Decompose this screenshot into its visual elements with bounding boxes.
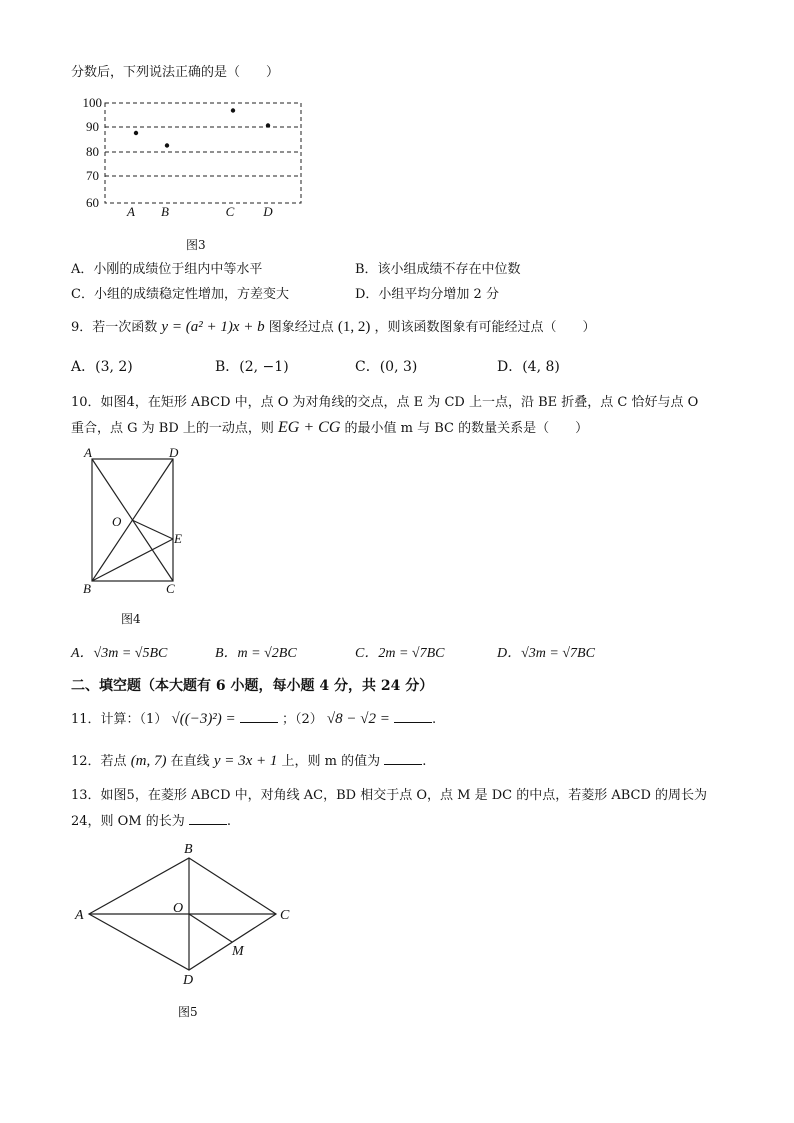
q12-stem (71, 752, 426, 771)
label-b: B (184, 842, 193, 857)
q10-line2-suffix: 的最小值 m 与 BC 的数量关系是（ ） (344, 421, 589, 436)
q8-option-b[interactable]: B．该小组成绩不存在中位数 (355, 262, 521, 277)
label-a: A (75, 908, 84, 923)
q8-stem-tail: 分数后，下列说法正确的是（ ） (71, 65, 280, 80)
label-e: E (174, 531, 182, 546)
q11-sep: ；（2） (281, 712, 323, 727)
q9-formula: y = (a² + 1)x + b (161, 319, 265, 335)
q11-expr1: √((−3)²) = (171, 711, 236, 727)
q9-stem-suffix: ，则该函数图象有可能经过点（ ） (374, 320, 596, 335)
label-a: A (84, 445, 92, 460)
label-o: O (112, 514, 122, 529)
q9-option-d[interactable]: D．(4, 8) (497, 359, 560, 375)
label-o: O (173, 901, 184, 916)
q9-option-b[interactable]: B．(2, −1) (215, 359, 289, 375)
q11-end: . (432, 712, 437, 727)
q12-suffix: 上，则 m 的值为 (281, 754, 381, 769)
q12-answer-blank[interactable] (384, 752, 422, 765)
figure-4-caption: 图4 (121, 612, 141, 626)
data-point-b (165, 143, 169, 147)
x-label-b: B (161, 204, 169, 219)
q12-end: . (422, 754, 427, 769)
q12-mid: 在直线 (170, 754, 210, 769)
q9-stem-prefix: 9．若一次函数 (71, 320, 158, 335)
q11-answer-blank-1[interactable] (240, 710, 278, 723)
q9-stem-mid: 图象经过点 (268, 320, 334, 335)
segment-be (92, 539, 173, 581)
y-tick-80: 80 (86, 144, 99, 159)
data-point-a (134, 131, 138, 135)
q8-option-c[interactable]: C．小组的成绩稳定性增加，方差变大 (71, 287, 289, 302)
y-tick-100: 100 (82, 95, 102, 110)
x-label-a: A (127, 204, 135, 219)
q11-prefix: 11．计算：（1） (71, 712, 168, 727)
q13-line2: 24，则 OM 的长为 (71, 814, 185, 829)
y-tick-60: 60 (86, 195, 99, 210)
q10-line2-expr: EG + CG (278, 419, 341, 436)
q13-answer-blank[interactable] (189, 812, 227, 825)
q10-option-c[interactable]: C．2m = √7BC (355, 646, 445, 661)
plot-frame (105, 103, 301, 203)
y-tick-70: 70 (86, 168, 99, 183)
q8-option-a[interactable]: A．小刚的成绩位于组内中等水平 (71, 262, 263, 277)
q12-point: (m, 7) (130, 753, 167, 769)
q13-end: . (226, 814, 232, 829)
data-point-d (266, 123, 270, 127)
q9-option-a[interactable]: A．(3, 2) (71, 359, 133, 375)
q12-prefix: 12．若点 (71, 754, 127, 769)
q12-line-eq: y = 3x + 1 (213, 753, 278, 769)
x-label-d: D (263, 204, 273, 219)
q11-stem (71, 710, 436, 729)
q13-stem-line1: 13．如图5，在菱形 ABCD 中，对角线 AC，BD 相交于点 O，点 M 是 DC 的中点，若菱形 ABCD 的周长为 (71, 788, 708, 803)
figure-5-caption: 图5 (178, 1005, 198, 1019)
q9-option-c[interactable]: C．(0, 3) (355, 359, 418, 375)
q11-expr2: √8 − √2 = (326, 711, 390, 727)
q9-point: (1, 2) (337, 319, 371, 335)
x-label-c: C (225, 204, 235, 219)
label-d: D (169, 445, 179, 460)
q10-option-a[interactable]: A．√3m = √5BC (71, 646, 168, 661)
q11-answer-blank-2[interactable] (394, 710, 432, 723)
q13-stem-line2 (71, 812, 231, 831)
q10-option-b[interactable]: B．m = √2BC (215, 646, 297, 661)
q10-line2-prefix: 重合，点 G 为 BD 上的一动点，则 (71, 421, 274, 436)
data-point-c (231, 108, 235, 112)
q9-stem (71, 318, 596, 337)
figure-5-rhombus (70, 838, 300, 988)
label-c: C (166, 581, 175, 596)
figure-3-dot-plot (70, 90, 320, 230)
q10-option-d[interactable]: D．√3m = √7BC (497, 646, 595, 661)
figure-3-caption: 图3 (186, 238, 206, 252)
q8-option-d[interactable]: D．小组平均分增加 2 分 (355, 287, 499, 302)
label-b: B (83, 581, 91, 596)
label-c: C (280, 908, 290, 923)
segment-om (189, 914, 232, 942)
q10-stem-line1: 10．如图4，在矩形 ABCD 中，点 O 为对角线的交点，点 E 为 CD 上一点，沿 BE 折叠，点 C 恰好与点 O (71, 395, 699, 410)
section-2-heading: 二、填空题（本大题有 6 小题，每小题 4 分，共 24 分） (71, 678, 434, 694)
y-tick-90: 90 (86, 119, 99, 134)
label-d: D (183, 973, 194, 988)
figure-4-rectangle (78, 445, 198, 600)
label-m: M (232, 944, 244, 959)
q10-stem-line2 (71, 419, 588, 438)
